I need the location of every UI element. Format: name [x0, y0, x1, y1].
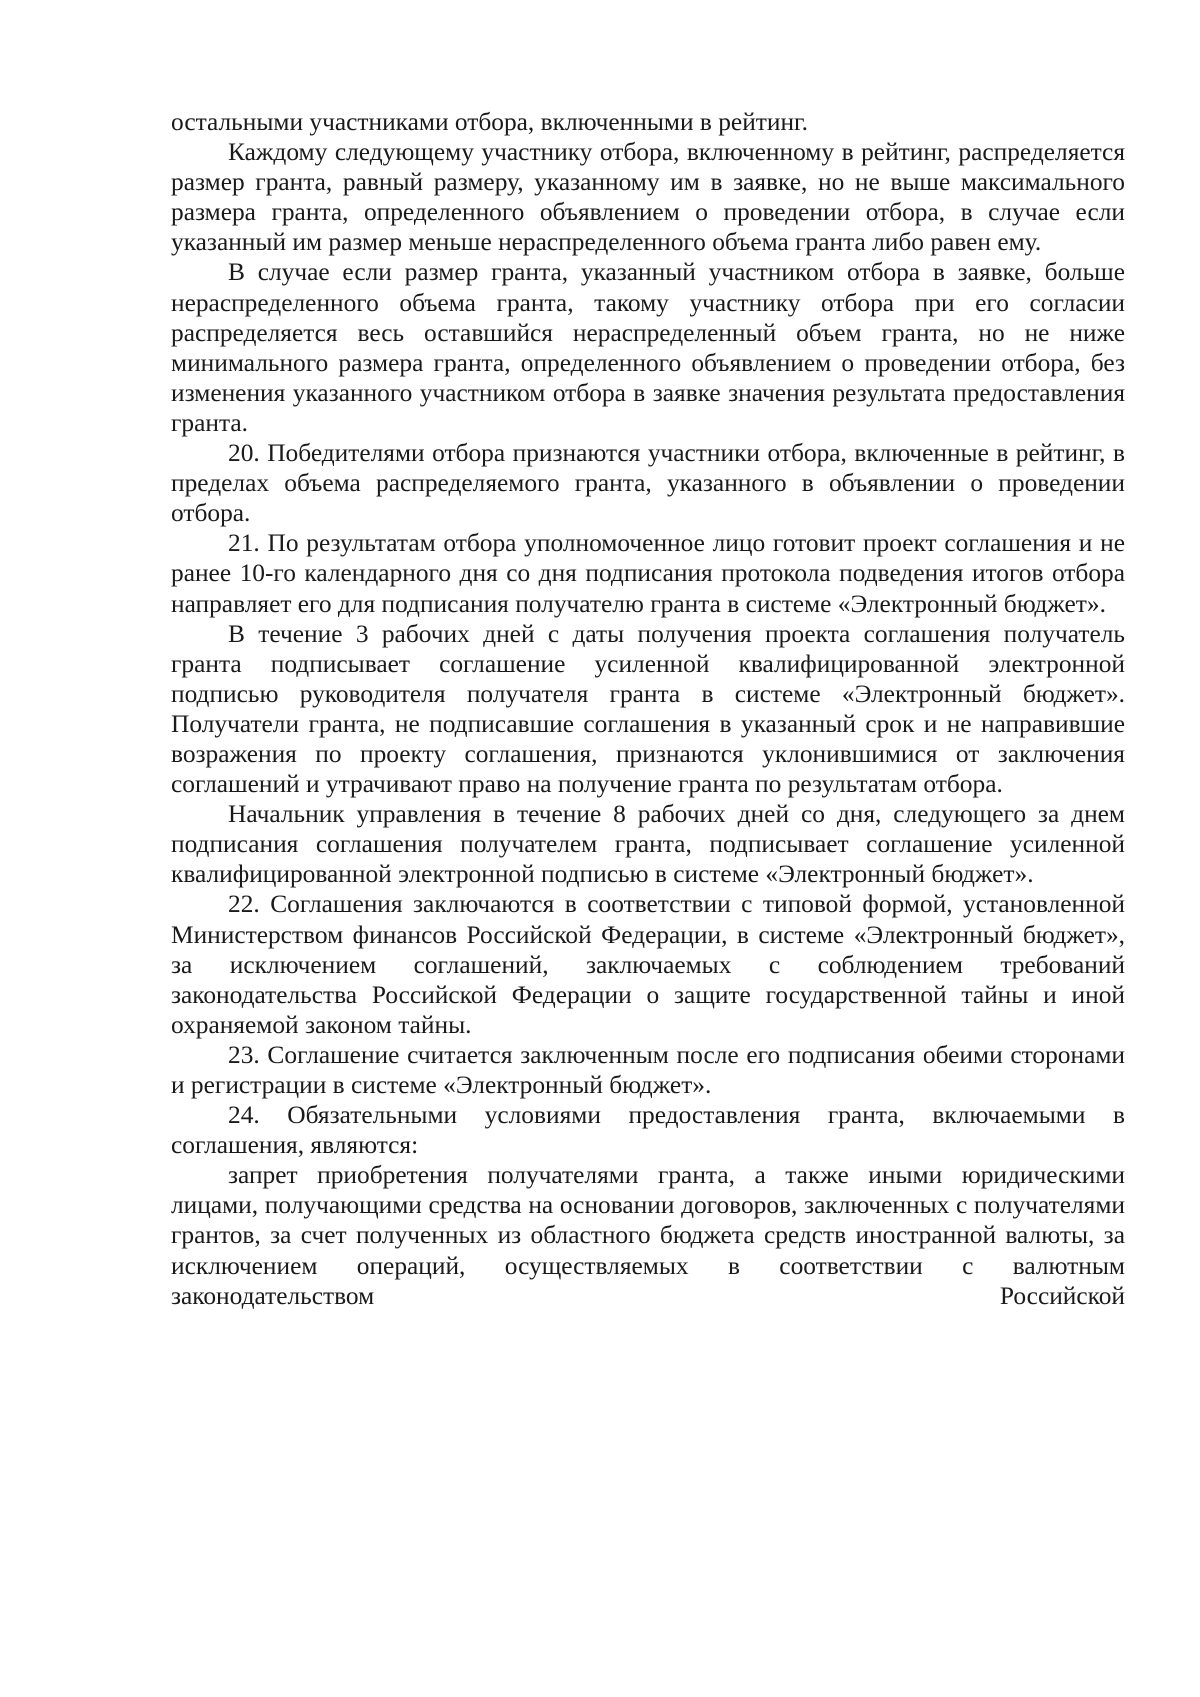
document-body [171, 107, 1125, 1311]
paragraph-head-signing: Начальник управления в течение 8 рабочих дней со дня, следующего за днем подписания соглашения получателем гранта, подписывает соглашение усиленной квалифицированной электронной подписью в системе «Электронный бюджет». [171, 800, 1125, 889]
paragraph-item-22: 22. Соглашения заключаются в соответствии с типовой формой, установленной Министерством финансов Российской Федерации, в системе «Электронный бюджет», за исключением соглашений, заключаемых с соблюдением требований законодательства Российской Федерации о защите государственной тайны и иной охраняемой законом тайны. [171, 890, 1125, 1039]
paragraph-item-23: 23. Соглашение считается заключенным после его подписания обеими сторонами и регистрации в системе «Электронный бюджет». [171, 1040, 1125, 1099]
paragraph-continuation: остальными участниками отбора, включенными в рейтинг. [171, 108, 808, 136]
paragraph-item-21: 21. По результатам отбора уполномоченное лицо готовит проект соглашения и не ранее 10-го календарного дня со дня подписания протокола подведения итогов отбора направляет его для подписания получателю гранта в системе «Электронный бюджет». [171, 529, 1125, 618]
paragraph-signing-term: В течение 3 рабочих дней с даты получения проекта соглашения получатель гранта подписывает соглашение усиленной квалифицированной электронной подписью руководителя получателя гранта в системе «Электронный бюджет». Получатели гранта, не подписавшие соглашения в указанный срок и не направившие возражения по проекту соглашения, признаются уклонившимися от заключения соглашений и утрачивают право на получение гранта по результатам отбора. [171, 619, 1125, 799]
paragraph-item-24: 24. Обязательными условиями предоставления гранта, включаемыми в соглашения, являются: [171, 1101, 1125, 1160]
paragraph-grant-distribution: Каждому следующему участнику отбора, включенному в рейтинг, распределяется размер гранта, равный размеру, указанному им в заявке, но не выше максимального размера гранта, определенного объявлением о проведении отбора, в случае если указанный им размер меньше нераспределенного объема гранта либо равен ему. [171, 138, 1125, 257]
paragraph-currency-ban: запрет приобретения получателями гранта, а также иными юридическими лицами, получающими средства на основании договоров, заключенных с получателями грантов, за счет полученных из областного бюджета средств иностранной валюты, за исключением операций, осуществляемых в соответствии с валютным законодательством Российской [171, 1161, 1125, 1310]
paragraph-grant-excess: В случае если размер гранта, указанный участником отбора в заявке, больше нераспределенного объема гранта, такому участнику отбора при его согласии распределяется весь оставшийся нераспределенный объем гранта, но не ниже минимального размера гранта, определенного объявлением о проведении отбора, без изменения указанного участником отбора в заявке значения результата предоставления гранта. [171, 258, 1125, 437]
paragraph-item-20: 20. Победителями отбора признаются участники отбора, включенные в рейтинг, в пределах объема распределяемого гранта, указанного в объявлении о проведении отбора. [171, 439, 1125, 528]
